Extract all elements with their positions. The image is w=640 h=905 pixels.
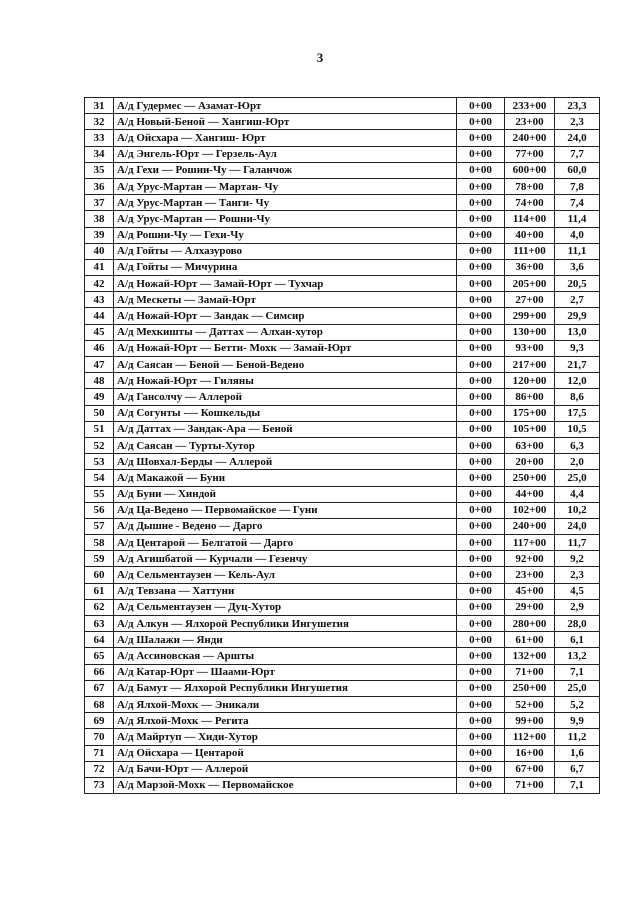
row-number-cell: 67 [85, 680, 114, 696]
start-km-cell: 0+00 [457, 178, 505, 194]
length-km-cell: 8,6 [555, 389, 600, 405]
end-km-cell: 20+00 [505, 454, 555, 470]
start-km-cell: 0+00 [457, 324, 505, 340]
road-name-cell: А/д Гойты — Алхазурово [114, 243, 457, 259]
start-km-cell: 0+00 [457, 632, 505, 648]
row-number-cell: 71 [85, 745, 114, 761]
end-km-cell: 105+00 [505, 421, 555, 437]
row-number-cell: 34 [85, 146, 114, 162]
end-km-cell: 23+00 [505, 567, 555, 583]
roads-table [84, 97, 600, 794]
start-km-cell: 0+00 [457, 373, 505, 389]
row-number-cell: 47 [85, 357, 114, 373]
start-km-cell: 0+00 [457, 696, 505, 712]
start-km-cell: 0+00 [457, 551, 505, 567]
road-name-cell: А/д Центарой — Белгатой — Дарго [114, 535, 457, 551]
end-km-cell: 130+00 [505, 324, 555, 340]
length-km-cell: 2,9 [555, 599, 600, 615]
start-km-cell: 0+00 [457, 761, 505, 777]
table-row [85, 114, 600, 130]
table-row [85, 729, 600, 745]
length-km-cell: 11,1 [555, 243, 600, 259]
road-name-cell: А/д Саясан — Беной — Беной-Ведено [114, 357, 457, 373]
table-row [85, 599, 600, 615]
end-km-cell: 92+00 [505, 551, 555, 567]
table-row [85, 324, 600, 340]
table-row [85, 486, 600, 502]
end-km-cell: 40+00 [505, 227, 555, 243]
length-km-cell: 6,3 [555, 437, 600, 453]
table-row [85, 680, 600, 696]
row-number-cell: 37 [85, 195, 114, 211]
length-km-cell: 4,4 [555, 486, 600, 502]
road-name-cell: А/д Ойсхара — Хангиш- Юрт [114, 130, 457, 146]
start-km-cell: 0+00 [457, 729, 505, 745]
road-name-cell: А/д Ножай-Юрт — Гиляны [114, 373, 457, 389]
end-km-cell: 175+00 [505, 405, 555, 421]
table-row [85, 389, 600, 405]
length-km-cell: 9,9 [555, 713, 600, 729]
start-km-cell: 0+00 [457, 616, 505, 632]
road-name-cell: А/д Катар-Юрт — Шаами-Юрт [114, 664, 457, 680]
table-row [85, 535, 600, 551]
table-row [85, 259, 600, 275]
start-km-cell: 0+00 [457, 664, 505, 680]
row-number-cell: 49 [85, 389, 114, 405]
length-km-cell: 23,3 [555, 98, 600, 114]
table-row [85, 276, 600, 292]
row-number-cell: 72 [85, 761, 114, 777]
road-name-cell: А/д Гансолчу — Аллерой [114, 389, 457, 405]
road-name-cell: А/д Агишбатой — Курчали — Гезенчу [114, 551, 457, 567]
end-km-cell: 74+00 [505, 195, 555, 211]
length-km-cell: 9,2 [555, 551, 600, 567]
end-km-cell: 44+00 [505, 486, 555, 502]
table-row [85, 632, 600, 648]
road-name-cell: А/д Ойсхара — Центарой [114, 745, 457, 761]
table-row [85, 696, 600, 712]
start-km-cell: 0+00 [457, 502, 505, 518]
end-km-cell: 29+00 [505, 599, 555, 615]
table-row [85, 421, 600, 437]
end-km-cell: 61+00 [505, 632, 555, 648]
road-name-cell: А/д Согунты -— Кошкельды [114, 405, 457, 421]
row-number-cell: 59 [85, 551, 114, 567]
table-row [85, 162, 600, 178]
road-name-cell: А/д Марзой-Мохк — Первомайское [114, 777, 457, 793]
row-number-cell: 73 [85, 777, 114, 793]
start-km-cell: 0+00 [457, 276, 505, 292]
end-km-cell: 240+00 [505, 130, 555, 146]
start-km-cell: 0+00 [457, 114, 505, 130]
row-number-cell: 62 [85, 599, 114, 615]
table-row [85, 340, 600, 356]
road-name-cell: А/д Шалажи — Янди [114, 632, 457, 648]
end-km-cell: 23+00 [505, 114, 555, 130]
row-number-cell: 65 [85, 648, 114, 664]
length-km-cell: 29,9 [555, 308, 600, 324]
row-number-cell: 63 [85, 616, 114, 632]
row-number-cell: 60 [85, 567, 114, 583]
start-km-cell: 0+00 [457, 745, 505, 761]
start-km-cell: 0+00 [457, 130, 505, 146]
road-name-cell: А/д Ца-Ведено — Первомайское — Гуни [114, 502, 457, 518]
table-row [85, 373, 600, 389]
road-name-cell: А/д Урус-Мартан — Мартан- Чу [114, 178, 457, 194]
length-km-cell: 2,7 [555, 292, 600, 308]
row-number-cell: 33 [85, 130, 114, 146]
road-name-cell: А/д Бамут — Ялхорой Республики Ингушетия [114, 680, 457, 696]
length-km-cell: 60,0 [555, 162, 600, 178]
end-km-cell: 45+00 [505, 583, 555, 599]
row-number-cell: 61 [85, 583, 114, 599]
end-km-cell: 112+00 [505, 729, 555, 745]
table-row [85, 211, 600, 227]
start-km-cell: 0+00 [457, 535, 505, 551]
start-km-cell: 0+00 [457, 195, 505, 211]
road-name-cell: А/д Ножай-Юрт — Бетти- Мохк — Замай-Юрт [114, 340, 457, 356]
table-row [85, 567, 600, 583]
page-number: 3 [316, 50, 324, 65]
end-km-cell: 67+00 [505, 761, 555, 777]
row-number-cell: 45 [85, 324, 114, 340]
row-number-cell: 40 [85, 243, 114, 259]
row-number-cell: 43 [85, 292, 114, 308]
end-km-cell: 240+00 [505, 518, 555, 534]
road-name-cell: А/д Ялхой-Мохк — Регита [114, 713, 457, 729]
length-km-cell: 10,2 [555, 502, 600, 518]
end-km-cell: 27+00 [505, 292, 555, 308]
row-number-cell: 31 [85, 98, 114, 114]
row-number-cell: 44 [85, 308, 114, 324]
start-km-cell: 0+00 [457, 98, 505, 114]
row-number-cell: 53 [85, 454, 114, 470]
start-km-cell: 0+00 [457, 162, 505, 178]
start-km-cell: 0+00 [457, 437, 505, 453]
start-km-cell: 0+00 [457, 470, 505, 486]
table-row [85, 357, 600, 373]
length-km-cell: 11,2 [555, 729, 600, 745]
start-km-cell: 0+00 [457, 777, 505, 793]
start-km-cell: 0+00 [457, 389, 505, 405]
start-km-cell: 0+00 [457, 259, 505, 275]
table-row [85, 502, 600, 518]
road-name-cell: А/д Ялхой-Мохк — Эникали [114, 696, 457, 712]
length-km-cell: 1,6 [555, 745, 600, 761]
end-km-cell: 93+00 [505, 340, 555, 356]
table-row [85, 648, 600, 664]
length-km-cell: 17,5 [555, 405, 600, 421]
length-km-cell: 11,4 [555, 211, 600, 227]
table-row [85, 713, 600, 729]
length-km-cell: 7,7 [555, 146, 600, 162]
table-row [85, 454, 600, 470]
road-name-cell: А/д Бачи-Юрт — Аллерой [114, 761, 457, 777]
end-km-cell: 120+00 [505, 373, 555, 389]
road-name-cell: А/д Макажой — Буни [114, 470, 457, 486]
road-name-cell: А/д Алкун — Ялхорой Республики Ингушетия [114, 616, 457, 632]
end-km-cell: 102+00 [505, 502, 555, 518]
length-km-cell: 24,0 [555, 130, 600, 146]
table-row [85, 178, 600, 194]
length-km-cell: 7,8 [555, 178, 600, 194]
start-km-cell: 0+00 [457, 227, 505, 243]
end-km-cell: 16+00 [505, 745, 555, 761]
road-name-cell: А/д Урус-Мартан — Танги- Чу [114, 195, 457, 211]
end-km-cell: 77+00 [505, 146, 555, 162]
table-row [85, 745, 600, 761]
start-km-cell: 0+00 [457, 518, 505, 534]
end-km-cell: 250+00 [505, 470, 555, 486]
row-number-cell: 66 [85, 664, 114, 680]
table-row [85, 405, 600, 421]
length-km-cell: 2,3 [555, 114, 600, 130]
road-name-cell: А/д Тевзана — Хаттуни [114, 583, 457, 599]
road-name-cell: А/д Энгель-Юрт — Герзель-Аул [114, 146, 457, 162]
road-name-cell: А/д Ассиновская — Аршты [114, 648, 457, 664]
table-row [85, 292, 600, 308]
end-km-cell: 52+00 [505, 696, 555, 712]
start-km-cell: 0+00 [457, 211, 505, 227]
length-km-cell: 25,0 [555, 680, 600, 696]
row-number-cell: 36 [85, 178, 114, 194]
length-km-cell: 28,0 [555, 616, 600, 632]
end-km-cell: 99+00 [505, 713, 555, 729]
end-km-cell: 250+00 [505, 680, 555, 696]
table-row [85, 437, 600, 453]
start-km-cell: 0+00 [457, 713, 505, 729]
end-km-cell: 299+00 [505, 308, 555, 324]
road-name-cell: А/д Ножай-Юрт — Зандак — Симсир [114, 308, 457, 324]
row-number-cell: 35 [85, 162, 114, 178]
end-km-cell: 280+00 [505, 616, 555, 632]
row-number-cell: 70 [85, 729, 114, 745]
table-row [85, 583, 600, 599]
row-number-cell: 52 [85, 437, 114, 453]
length-km-cell: 4,5 [555, 583, 600, 599]
end-km-cell: 111+00 [505, 243, 555, 259]
row-number-cell: 38 [85, 211, 114, 227]
length-km-cell: 6,1 [555, 632, 600, 648]
end-km-cell: 86+00 [505, 389, 555, 405]
road-name-cell: А/д Мескеты — Замай-Юрт [114, 292, 457, 308]
row-number-cell: 51 [85, 421, 114, 437]
row-number-cell: 55 [85, 486, 114, 502]
table-row [85, 761, 600, 777]
end-km-cell: 78+00 [505, 178, 555, 194]
table-row [85, 308, 600, 324]
table-row [85, 195, 600, 211]
length-km-cell: 21,7 [555, 357, 600, 373]
table-row [85, 470, 600, 486]
row-number-cell: 39 [85, 227, 114, 243]
length-km-cell: 20,5 [555, 276, 600, 292]
start-km-cell: 0+00 [457, 486, 505, 502]
road-name-cell: А/д Буни — Хиндой [114, 486, 457, 502]
row-number-cell: 68 [85, 696, 114, 712]
start-km-cell: 0+00 [457, 567, 505, 583]
length-km-cell: 12,0 [555, 373, 600, 389]
table-row [85, 616, 600, 632]
row-number-cell: 41 [85, 259, 114, 275]
row-number-cell: 32 [85, 114, 114, 130]
table-row [85, 518, 600, 534]
start-km-cell: 0+00 [457, 308, 505, 324]
length-km-cell: 6,7 [555, 761, 600, 777]
row-number-cell: 58 [85, 535, 114, 551]
road-name-cell: А/д Рошни-Чу — Гехи-Чу [114, 227, 457, 243]
row-number-cell: 50 [85, 405, 114, 421]
row-number-cell: 69 [85, 713, 114, 729]
road-name-cell: А/д Урус-Мартан — Рошни-Чу [114, 211, 457, 227]
row-number-cell: 64 [85, 632, 114, 648]
end-km-cell: 205+00 [505, 276, 555, 292]
start-km-cell: 0+00 [457, 454, 505, 470]
length-km-cell: 13,0 [555, 324, 600, 340]
length-km-cell: 7,1 [555, 777, 600, 793]
start-km-cell: 0+00 [457, 357, 505, 373]
start-km-cell: 0+00 [457, 340, 505, 356]
end-km-cell: 233+00 [505, 98, 555, 114]
table-row [85, 130, 600, 146]
length-km-cell: 7,4 [555, 195, 600, 211]
table-row [85, 146, 600, 162]
end-km-cell: 132+00 [505, 648, 555, 664]
end-km-cell: 71+00 [505, 664, 555, 680]
length-km-cell: 10,5 [555, 421, 600, 437]
start-km-cell: 0+00 [457, 405, 505, 421]
road-name-cell: А/д Мехкишты — Даттах — Алхан-хутор [114, 324, 457, 340]
end-km-cell: 36+00 [505, 259, 555, 275]
row-number-cell: 56 [85, 502, 114, 518]
length-km-cell: 5,2 [555, 696, 600, 712]
road-name-cell: А/д Гехи — Рошни-Чу — Галанчож [114, 162, 457, 178]
road-name-cell: А/д Дышне - Ведено — Дарго [114, 518, 457, 534]
table-row [85, 98, 600, 114]
end-km-cell: 600+00 [505, 162, 555, 178]
start-km-cell: 0+00 [457, 680, 505, 696]
length-km-cell: 2,0 [555, 454, 600, 470]
road-name-cell: А/д Гудермес — Азамат-Юрт [114, 98, 457, 114]
length-km-cell: 11,7 [555, 535, 600, 551]
end-km-cell: 217+00 [505, 357, 555, 373]
road-name-cell: А/д Сельментаузен — Дуц-Хутор [114, 599, 457, 615]
start-km-cell: 0+00 [457, 583, 505, 599]
length-km-cell: 2,3 [555, 567, 600, 583]
table-row [85, 551, 600, 567]
table-row [85, 777, 600, 793]
row-number-cell: 48 [85, 373, 114, 389]
row-number-cell: 42 [85, 276, 114, 292]
start-km-cell: 0+00 [457, 146, 505, 162]
end-km-cell: 114+00 [505, 211, 555, 227]
length-km-cell: 7,1 [555, 664, 600, 680]
length-km-cell: 13,2 [555, 648, 600, 664]
table-row [85, 243, 600, 259]
start-km-cell: 0+00 [457, 599, 505, 615]
length-km-cell: 4,0 [555, 227, 600, 243]
start-km-cell: 0+00 [457, 292, 505, 308]
length-km-cell: 25,0 [555, 470, 600, 486]
length-km-cell: 3,6 [555, 259, 600, 275]
road-name-cell: А/д Сельментаузен — Кель-Аул [114, 567, 457, 583]
start-km-cell: 0+00 [457, 648, 505, 664]
length-km-cell: 24,0 [555, 518, 600, 534]
road-name-cell: А/д Шовхал-Берды — Аллерой [114, 454, 457, 470]
road-name-cell: А/д Новый-Беной — Хангиш-Юрт [114, 114, 457, 130]
road-name-cell: А/д Саясан — Турты-Хутор [114, 437, 457, 453]
table-row [85, 664, 600, 680]
start-km-cell: 0+00 [457, 421, 505, 437]
row-number-cell: 54 [85, 470, 114, 486]
table-row [85, 227, 600, 243]
road-name-cell: А/д Даттах — Зандак-Ара — Беной [114, 421, 457, 437]
road-name-cell: А/д Майртуп — Хиди-Хутор [114, 729, 457, 745]
end-km-cell: 63+00 [505, 437, 555, 453]
road-name-cell: А/д Гойты — Мичурина [114, 259, 457, 275]
row-number-cell: 57 [85, 518, 114, 534]
start-km-cell: 0+00 [457, 243, 505, 259]
road-name-cell: А/д Ножай-Юрт — Замай-Юрт — Тухчар [114, 276, 457, 292]
length-km-cell: 9,3 [555, 340, 600, 356]
end-km-cell: 117+00 [505, 535, 555, 551]
row-number-cell: 46 [85, 340, 114, 356]
roads-table-body [85, 98, 600, 794]
end-km-cell: 71+00 [505, 777, 555, 793]
